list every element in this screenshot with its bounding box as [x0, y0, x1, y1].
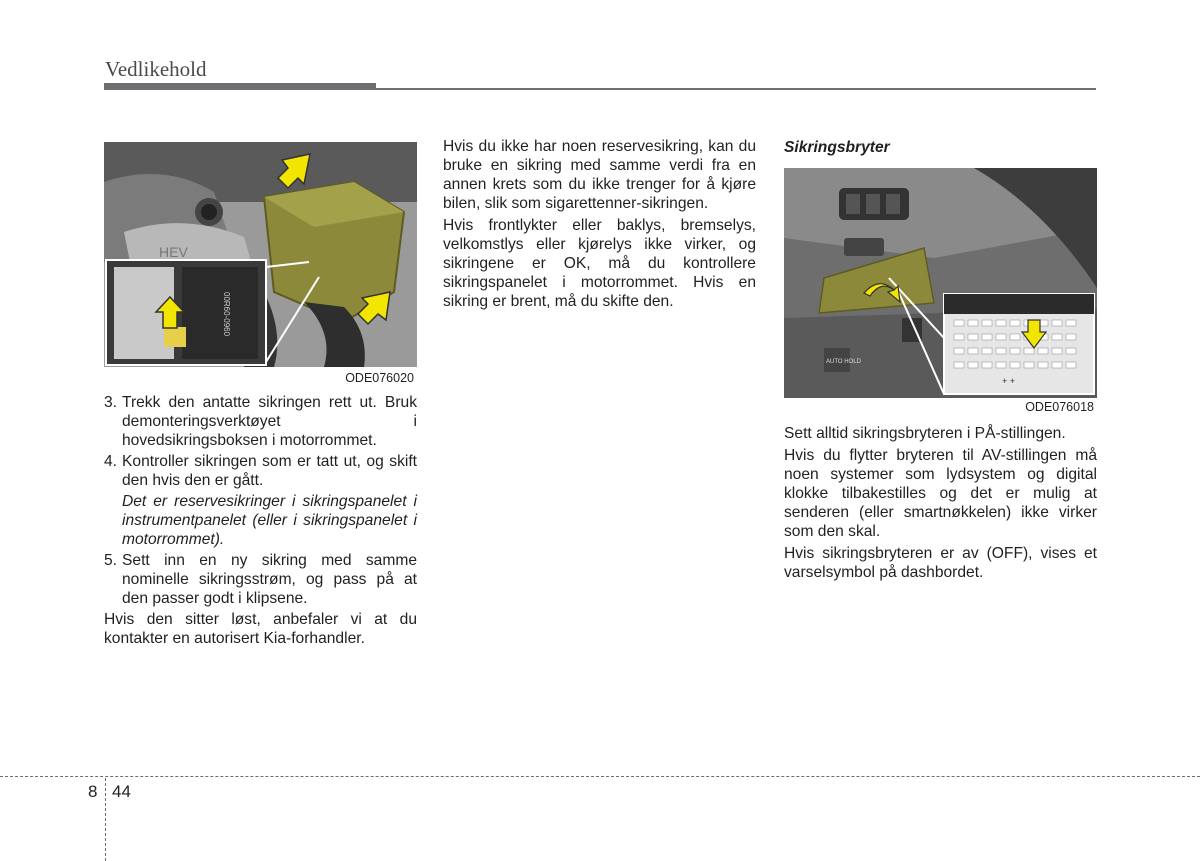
step-number: 3.: [104, 394, 118, 411]
section-title: Sikringsbryter: [784, 139, 890, 156]
closing-paragraph: Hvis den sitter løst, anbefaler vi at du kontakter en autorisert Kia-forhandler.: [104, 611, 417, 647]
engine-fuse-box-photo: [104, 142, 417, 367]
figure1-caption: ODE076020: [104, 370, 417, 386]
header-rule-thin: [376, 88, 1096, 90]
fuse-switch-photo: [784, 168, 1097, 398]
paragraph: Hvis du flytter bryteren til AV-stillingen må noen systemer som lydsystem og digital klokke tilbakestilles og det er mulig at senderen (eller smartnøkkelen) ikke virker som den skal.: [784, 447, 1097, 540]
step-number: 4.: [104, 453, 118, 470]
step-text: Sett inn en ny sikring med samme nominelle sikringsstrøm, og pass på at den passer godt i klipsene.: [122, 552, 417, 607]
fuse-marks-label: + +: [1002, 376, 1016, 386]
engine-cover-label: HEV: [159, 244, 188, 260]
page-header-title: Vedlikehold: [105, 57, 207, 81]
italic-note: Det er reservesikringer i sikringspanelet i instrumentpanelet (eller i sikringspanelet i motorrommet).: [122, 493, 417, 548]
paragraph: Hvis du ikke har noen reservesikring, kan du bruke en sikring med samme verdi fra en annen krets som du ikke trenger for å kjøre bilen, slik som sigarettenner-sikringen.: [443, 138, 756, 212]
header-rule-thick: [104, 83, 376, 90]
footer-dashed-rule: [0, 776, 1200, 777]
list-item: [104, 393, 417, 450]
pedal-label: AUTO HOLD: [826, 359, 861, 365]
paragraph: Sett alltid sikringsbryteren i PÅ-stillingen.: [784, 425, 1066, 442]
step-text: Trekk den antatte sikringen rett ut. Bruk demonteringsverktøyet i hovedsikringsboksen i motorrommet.: [122, 394, 417, 449]
paragraph: Hvis frontlykter eller baklys, bremselys, velkomstlys eller kjørelys ikke virker, og sikringene er OK, må du kontrollere sikringspanelet i motorrommet. Hvis en sikring er brent, må du skifte den.: [443, 217, 756, 310]
fuse-label: 00R60-0960: [222, 292, 231, 337]
step-number: 5.: [104, 552, 118, 569]
paragraph: Hvis sikringsbryteren er av (OFF), vises et varselsymbol på dashbordet.: [784, 545, 1097, 581]
page-number: 44: [112, 782, 131, 801]
column-1: [104, 393, 417, 651]
chapter-number: 8: [88, 782, 98, 801]
list-item: [104, 452, 417, 490]
column-2: [443, 137, 756, 314]
footer-vertical-rule: [105, 778, 106, 861]
step-text: Kontroller sikringen som er tatt ut, og skift den hvis den er gått.: [122, 453, 417, 489]
figure2-caption: ODE076018: [784, 399, 1097, 415]
list-item: [104, 551, 417, 608]
column-3: [784, 424, 1097, 585]
